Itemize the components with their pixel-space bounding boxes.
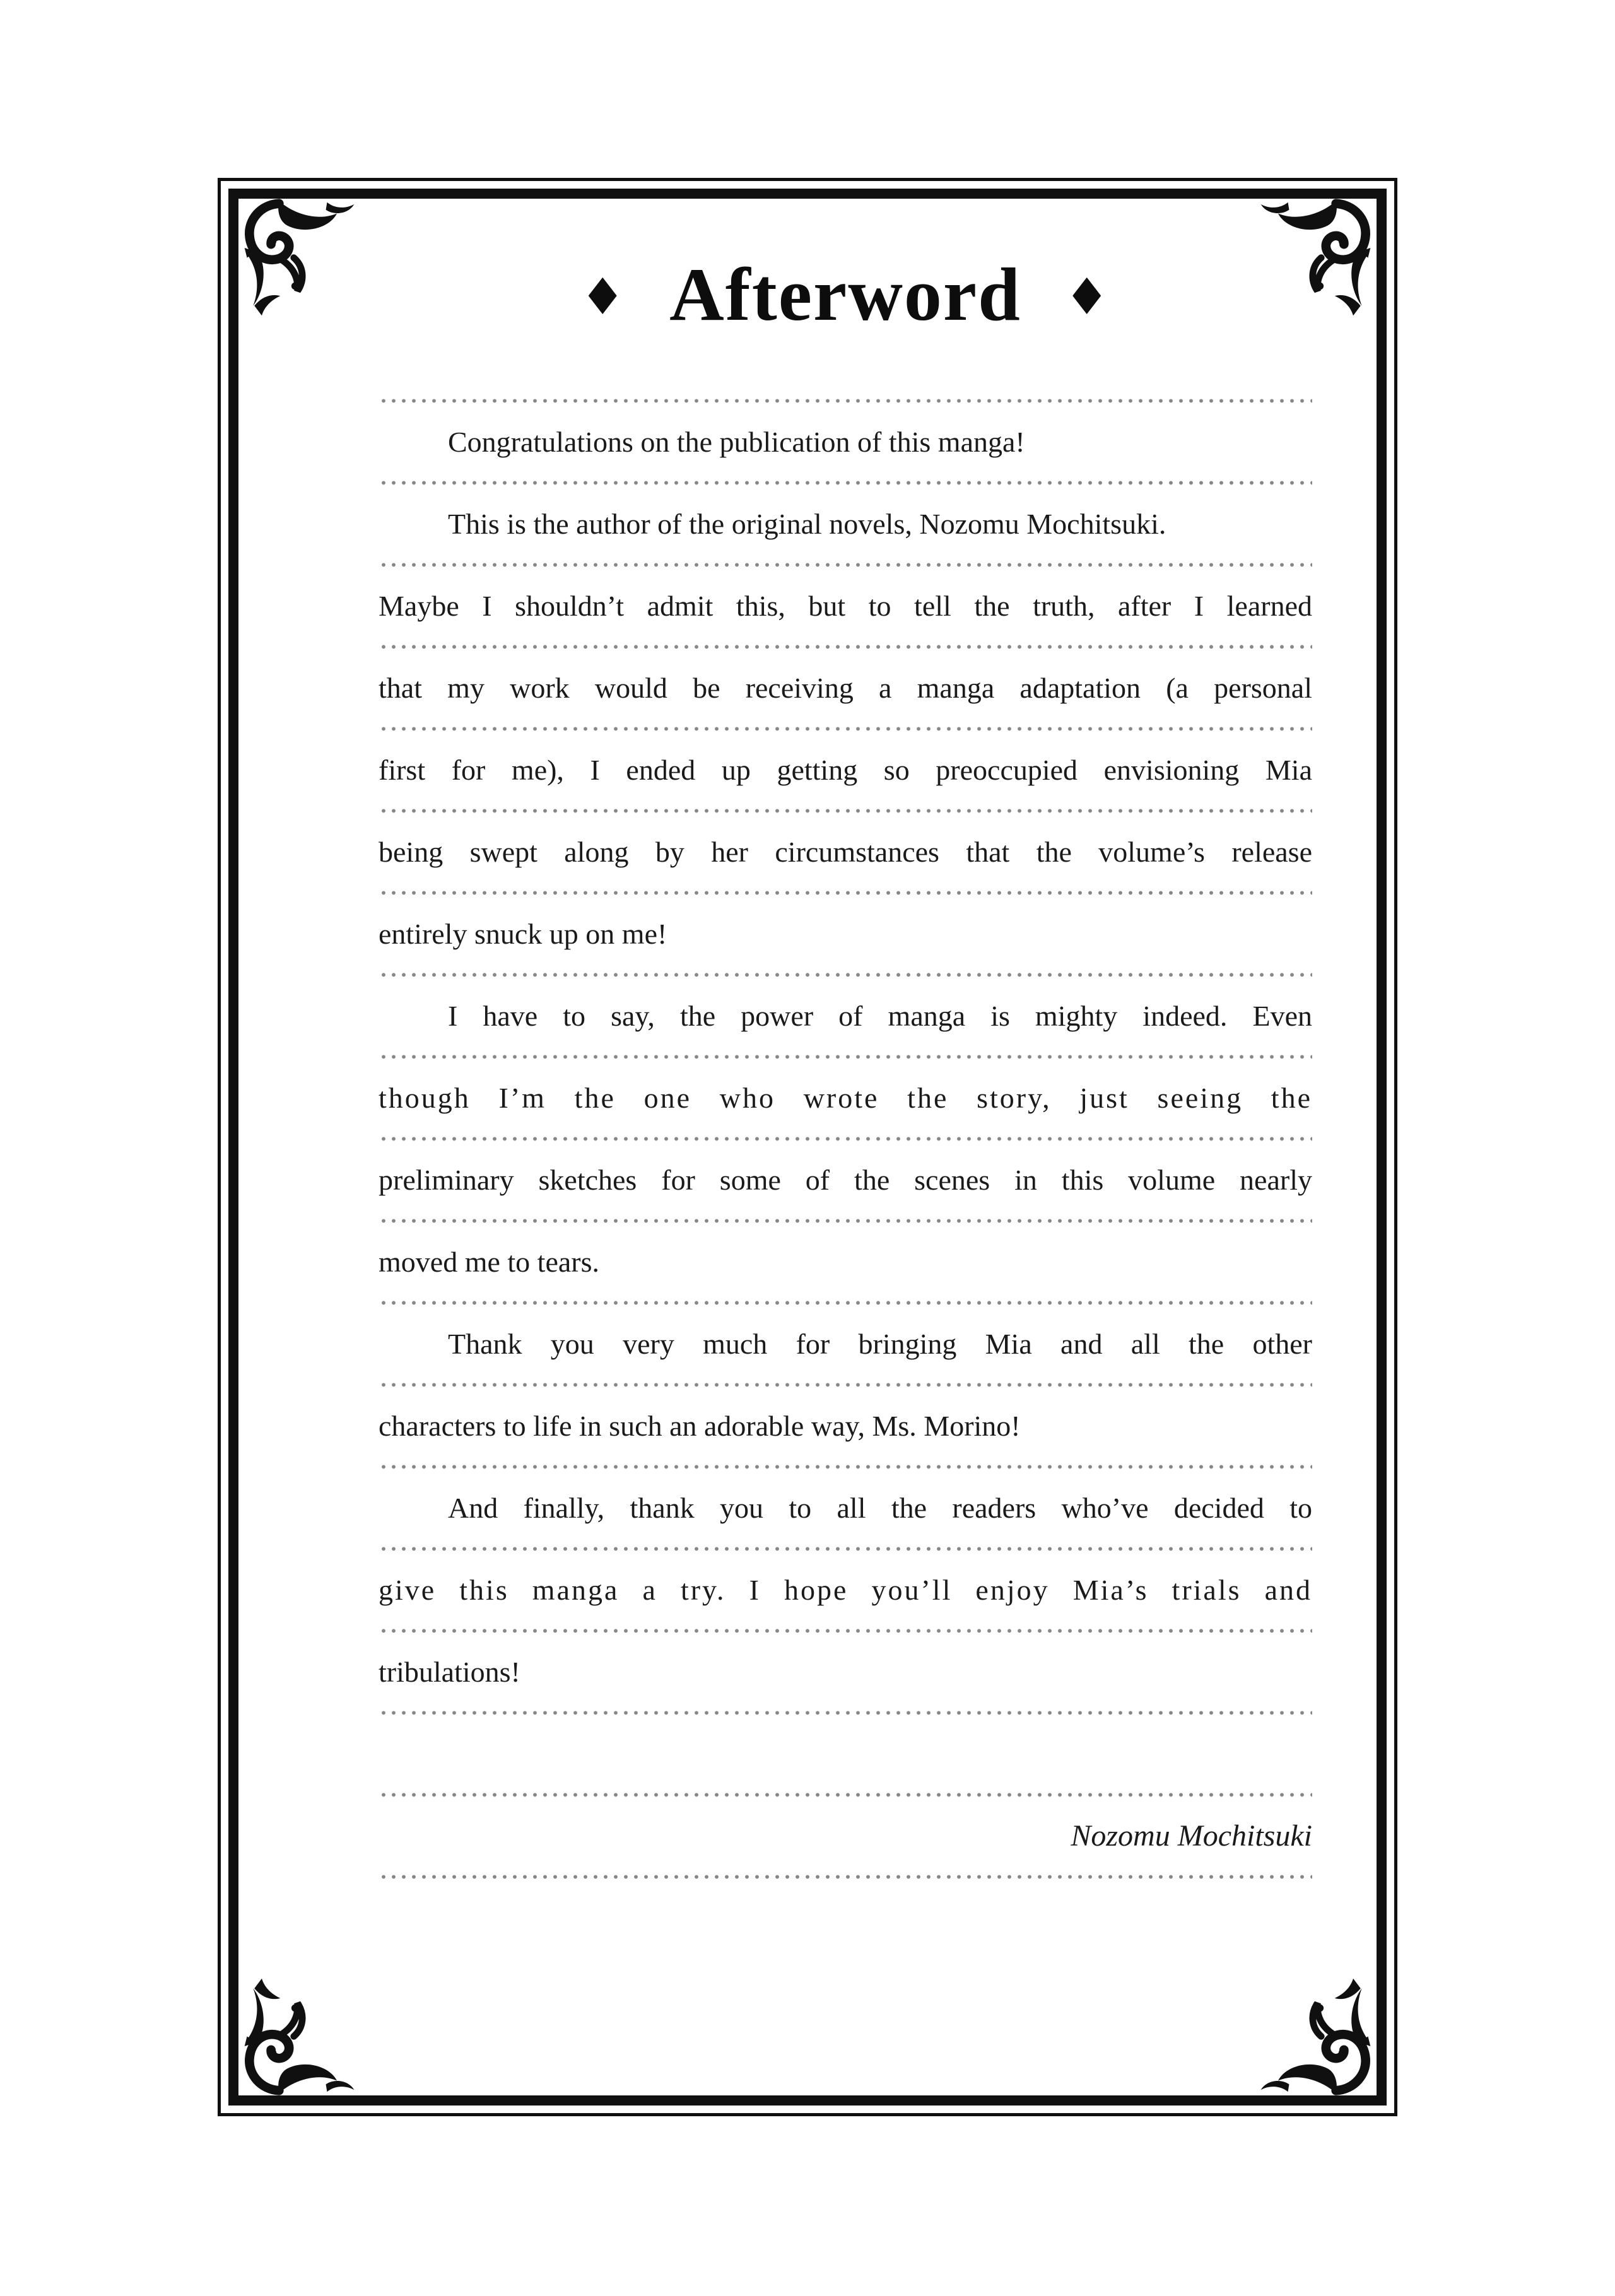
afterword-line: I have to say, the power of manga is mighty indeed. Even — [448, 1000, 1312, 1032]
afterword-line: entirely snuck up on me! — [379, 918, 667, 950]
dotted-separator — [379, 891, 1312, 895]
diamond-ornament-right-icon: ♦ — [1064, 267, 1111, 326]
page-title — [379, 251, 1312, 338]
dotted-separator — [379, 727, 1312, 731]
dotted-separator — [379, 1547, 1312, 1551]
dotted-separator — [379, 1137, 1312, 1141]
afterword-text-block — [379, 399, 1312, 1879]
afterword-line: give this manga a try. I hope you’ll enjoy Mia’s trials and — [379, 1574, 1312, 1606]
dotted-separator — [379, 1875, 1312, 1879]
afterword-line: preliminary sketches for some of the scenes in this volume nearly — [379, 1164, 1312, 1196]
dotted-separator — [379, 481, 1312, 485]
dotted-separator — [379, 1301, 1312, 1305]
afterword-line: characters to life in such an adorable way, Ms. Morino! — [379, 1410, 1021, 1442]
afterword-line: Maybe I shouldn’t admit this, but to tell the truth, after I learned — [379, 590, 1312, 622]
afterword-line: moved me to tears. — [379, 1246, 600, 1278]
dotted-separator — [379, 1465, 1312, 1469]
dotted-separator — [379, 1219, 1312, 1223]
dotted-separator — [379, 1711, 1312, 1715]
corner-flourish-bottom-right-icon — [1250, 1969, 1379, 2098]
dotted-separator — [379, 563, 1312, 567]
dotted-separator — [379, 1793, 1312, 1797]
corner-flourish-bottom-left-icon — [236, 1969, 365, 2098]
dotted-separator — [379, 1055, 1312, 1059]
afterword-line: that my work would be receiving a manga adaptation (a personal — [379, 672, 1312, 704]
author-signature: Nozomu Mochitsuki — [1071, 1819, 1312, 1853]
afterword-line: Congratulations on the publication of this manga! — [448, 426, 1025, 458]
afterword-line: Thank you very much for bringing Mia and all the other — [448, 1328, 1312, 1360]
page-title-text: Afterword — [669, 252, 1021, 336]
dotted-separator — [379, 1629, 1312, 1633]
afterword-line — [379, 1715, 1312, 1793]
afterword-line: This is the author of the original novels, Nozomu Mochitsuki. — [448, 508, 1166, 540]
afterword-line: though I’m the one who wrote the story, just seeing the — [379, 1082, 1312, 1114]
diamond-ornament-left-icon: ♦ — [580, 267, 627, 326]
dotted-separator — [379, 1383, 1312, 1387]
afterword-line: And finally, thank you to all the readers who’ve decided to — [448, 1492, 1312, 1524]
afterword-line: first for me), I ended up getting so preoccupied envisioning Mia — [379, 754, 1312, 786]
afterword-line: being swept along by her circumstances that the volume’s release — [379, 836, 1312, 868]
corner-flourish-top-left-icon — [236, 196, 365, 325]
dotted-separator — [379, 645, 1312, 649]
dotted-separator — [379, 973, 1312, 977]
dotted-separator — [379, 809, 1312, 813]
dotted-separator — [379, 399, 1312, 403]
afterword-line: tribulations! — [379, 1656, 520, 1688]
